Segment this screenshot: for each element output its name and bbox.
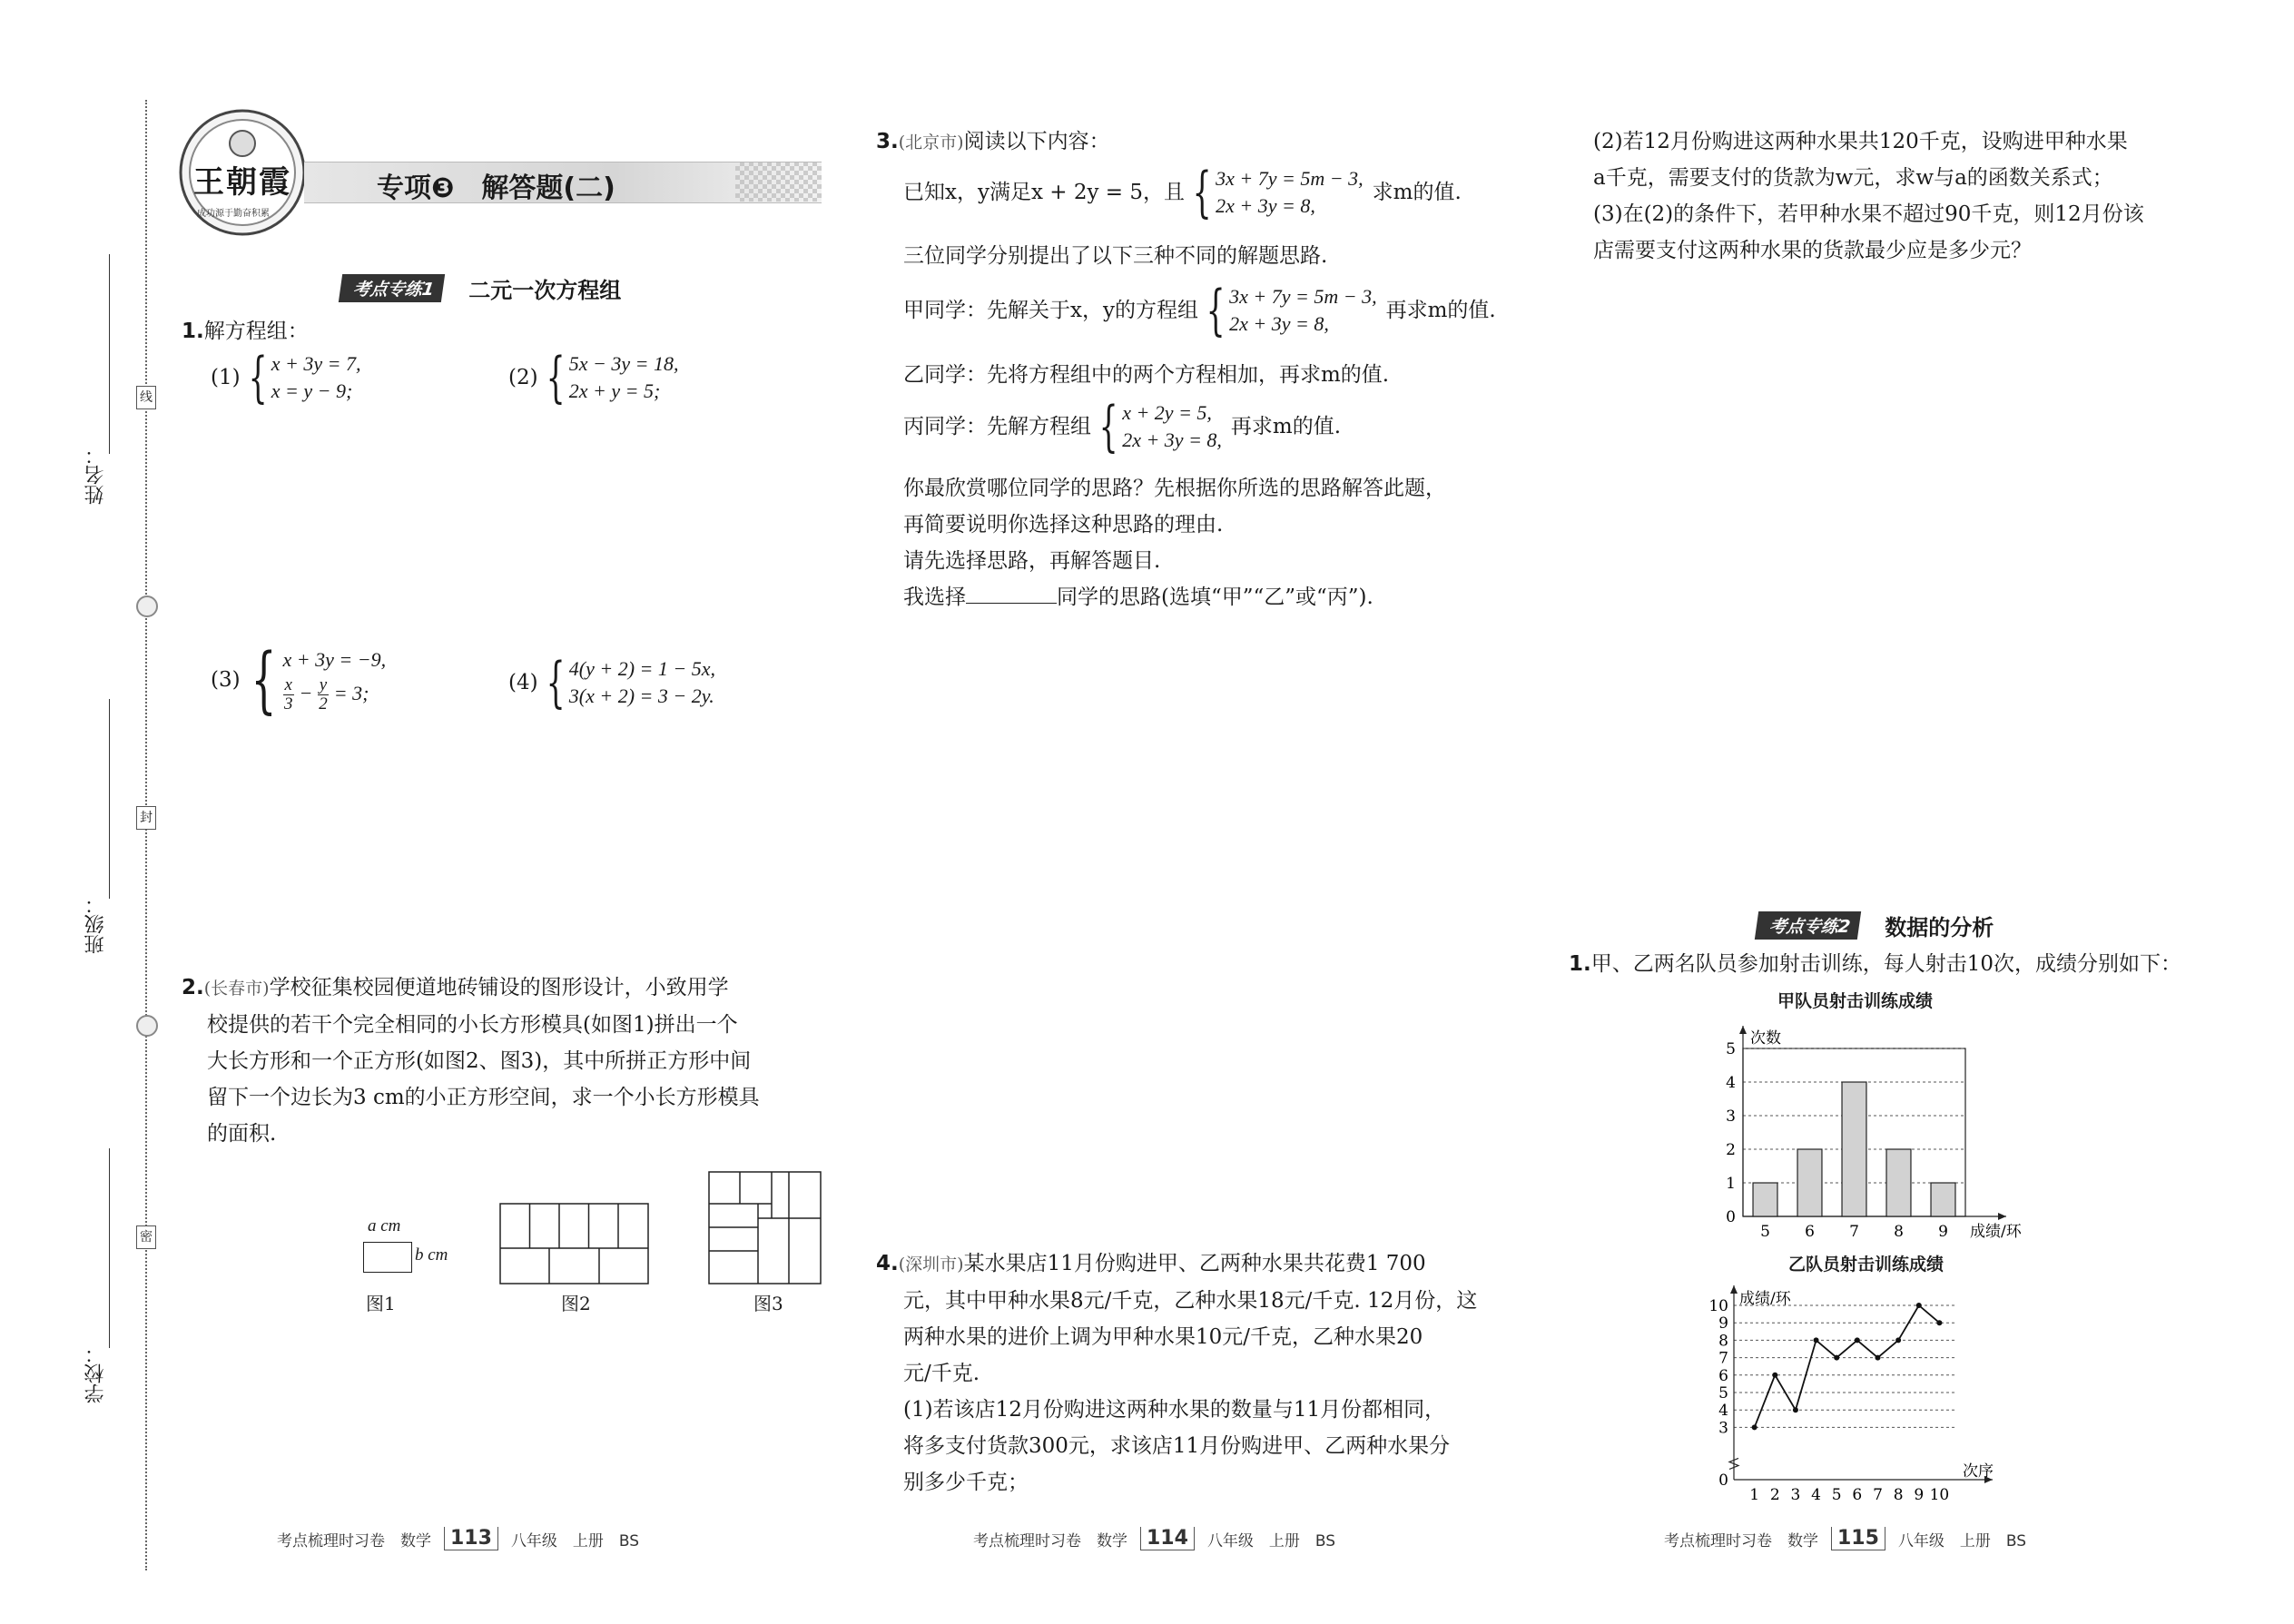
y-tick-label: 3 [1726,1107,1736,1126]
seal-char-mi: 密 [136,1225,156,1249]
y-tick-label: 1 [1726,1175,1736,1193]
footer-114: 考点梳理时习卷 数学 114 八年级 上册 BS [973,1527,1336,1550]
y-tick-label: 9 [1718,1314,1728,1334]
topic-tag: 考点专练2 [1755,911,1862,940]
y-tick-label: 0 [1726,1208,1736,1226]
data-point [1772,1373,1777,1378]
y-tick-label: 2 [1726,1141,1736,1159]
brand-name: 王朝霞 [193,164,291,201]
fig1-b-label: b cm [415,1245,448,1265]
topic-title: 二元一次方程组 [468,278,622,303]
binding-hole-icon [136,1015,158,1037]
fig1-caption: 图1 [366,1293,396,1314]
bar-chart [1707,1017,2022,1244]
answer-blank[interactable] [966,583,1057,604]
x-tick-label: 7 [1849,1223,1859,1241]
fig1-a-label: a cm [368,1216,401,1235]
fig1-rect [363,1242,412,1273]
data-point [1793,1407,1798,1412]
topic-tag: 考点专练1 [339,274,446,302]
x-axis-label: 次序 [1963,1462,1994,1481]
data-point [1916,1303,1922,1308]
x-tick-label: 9 [1914,1486,1925,1504]
y-tick-label: 0 [1718,1471,1728,1490]
data-point [1895,1337,1901,1343]
bar [1886,1149,1911,1216]
name-label: 姓名： [84,445,107,505]
question-2: 2.(长春市)学校征集校园便道地砖铺设的图形设计，小致用学 校提供的若干个完全相同的小长方形模具(如图1)拼出一个 大长方形和一个正方形(如图2、图3)，其中所拼正方形中间 留下一个边长为3 cm的小正方形空间，求一个小长方形模具 的面积. [182,976,760,1146]
system-4: (4) { 4(y + 2) = 1 − 5x, 3(x + 2) = 3 − 2y. [508,651,715,714]
question-3: 3.(北京市)阅读以下内容： [876,130,1110,153]
q3-three-ideas: 三位同学分别提出了以下三种不同的解题思路. [903,244,1328,268]
page-number: 115 [1831,1527,1885,1550]
data-point [1855,1337,1860,1343]
school-line [109,1148,110,1348]
class-line [109,699,110,899]
question-4: 4.(深圳市)某水果店11月份购进甲、乙两种水果共花费1 700 元，其中甲种水果8元/千克，乙种水果18元/千克. 12月份，这 两种水果的进价上调为甲种水果10元/千克，乙种水果20 元/千克. (1)若该店12月份购进这两种水果的数量与11月份都相同， 将多支付货款300元，求该店11月份购进甲、乙两种水果分 别多少千克； [876,1252,1478,1494]
brand-slogan: 成功源于勤奋积累 [197,209,270,219]
fig3 [708,1171,822,1288]
system-3: (3) { x + 3y = −9, $\frac{x}{3}$ − $\frac{y}{2}$ = 3; [211,637,387,723]
name-line [109,254,110,454]
q4-continued: (2)若12月份购进这两种水果共120千克，设购进甲种水果 a千克，需要支付的货款为w元，求w与a的函数关系式； (3)在(2)的条件下，若甲种水果不超过90千克，则12月份该 店需要支付这两种水果的货款最少应是多少元？ [1593,130,2144,262]
x-axis-label: 成绩/环 [1970,1223,2022,1241]
y-axis-label: 成绩/环 [1739,1290,1791,1308]
seal-char-feng: 封 [136,806,156,830]
topic-title: 数据的分析 [1885,915,1994,940]
section-title: 专项❸ 解答题(二) [377,172,615,204]
line-chart-title: 乙队员射击训练成绩 [1788,1255,1944,1275]
series-line [1755,1305,1940,1427]
line-chart [1698,1275,1997,1507]
axis-break-icon [1729,1458,1738,1469]
bar [1842,1082,1866,1216]
q3-bing: 丙同学：先解方程组 { x + 2y = 5, 2x + 3y = 8, 再求m的值. [903,395,1342,458]
bar [1797,1149,1822,1216]
bar [1931,1183,1955,1216]
y-tick-label: 10 [1708,1297,1728,1315]
question-1: 1.解方程组： [182,320,309,343]
y-tick-label: 4 [1718,1402,1728,1421]
page-number: 113 [444,1527,498,1550]
x-tick-label: 4 [1811,1486,1821,1504]
q3-yi: 乙同学：先将方程组中的两个方程相加，再求m的值. [903,363,1390,387]
y-axis-arrow-icon [1730,1285,1738,1294]
data-point [1834,1355,1839,1361]
class-label: 班级： [84,894,107,954]
bar-chart-title: 甲队员射击训练成绩 [1777,991,1934,1011]
x-tick-label: 5 [1760,1223,1770,1241]
x-tick-label: 1 [1749,1486,1760,1504]
topic-heading-1 [340,272,621,304]
x-tick-label: 10 [1929,1486,1950,1504]
x-tick-label: 9 [1938,1223,1948,1241]
y-tick-label: 4 [1726,1074,1736,1092]
y-tick-label: 6 [1718,1366,1728,1385]
y-tick-label: 3 [1718,1419,1728,1438]
system-1: (1) { x + 3y = 7, x = y − 9; [211,346,361,409]
y-axis-label: 次数 [1750,1029,1781,1048]
x-tick-label: 8 [1893,1486,1904,1504]
data-point [1875,1355,1880,1361]
fig2 [499,1203,649,1288]
school-label: 学校： [84,1343,107,1403]
fig2-caption: 图2 [561,1293,591,1314]
y-tick-label: 7 [1718,1349,1728,1368]
binding-dashed-line [145,100,147,1570]
banner-check-pattern [735,162,822,202]
data-point [1752,1424,1757,1430]
data-point [1814,1337,1819,1343]
seal-char-xian: 线 [136,386,156,409]
q3-given: 已知x，y满足x + 2y = 5，且 { 3x + 7y = 5m − 3, 2x + 3y = 8, 求m的值. [903,161,1462,224]
x-tick-label: 6 [1805,1223,1815,1241]
brand-logo [177,107,309,239]
footer-115: 考点梳理时习卷 数学 115 八年级 上册 BS [1664,1527,2027,1550]
fig3-caption: 图3 [753,1293,783,1314]
system-2: (2) { 5x − 3y = 18, 2x + y = 5; [508,346,679,409]
bar [1753,1183,1777,1216]
y-axis-arrow-icon [1739,1026,1747,1034]
y-tick-label: 5 [1718,1384,1728,1403]
x-axis-arrow-icon [1998,1213,2006,1220]
x-tick-label: 3 [1790,1486,1801,1504]
x-tick-label: 7 [1873,1486,1883,1504]
x-tick-label: 2 [1769,1486,1780,1504]
page-number: 114 [1140,1527,1195,1550]
data-point [1936,1320,1942,1325]
y-tick-label: 8 [1718,1332,1728,1351]
y-tick-label: 5 [1726,1040,1736,1058]
topic-heading-2 [1757,910,1994,941]
x-tick-label: 6 [1852,1486,1863,1504]
q3-ask: 你最欣赏哪位同学的思路？先根据你所选的思路解答此题， 再简要说明你选择这种思路的理由. 请先选择思路，再解答题目. 我选择 同学的思路(选填“甲”“乙”或“丙”). [903,477,1446,609]
data-question-1: 1.甲、乙两名队员参加射击训练，每人射击10次，成绩分别如下： [1569,952,2182,976]
q3-jia: 甲同学：先解关于x，y的方程组 { 3x + 7y = 5m − 3, 2x + 3y = 8, 再求m的值. [903,279,1496,342]
binding-hole-icon [136,595,158,617]
x-tick-label: 5 [1831,1486,1842,1504]
x-tick-label: 8 [1894,1223,1904,1241]
footer-113: 考点梳理时习卷 数学 113 八年级 上册 BS [277,1527,640,1550]
